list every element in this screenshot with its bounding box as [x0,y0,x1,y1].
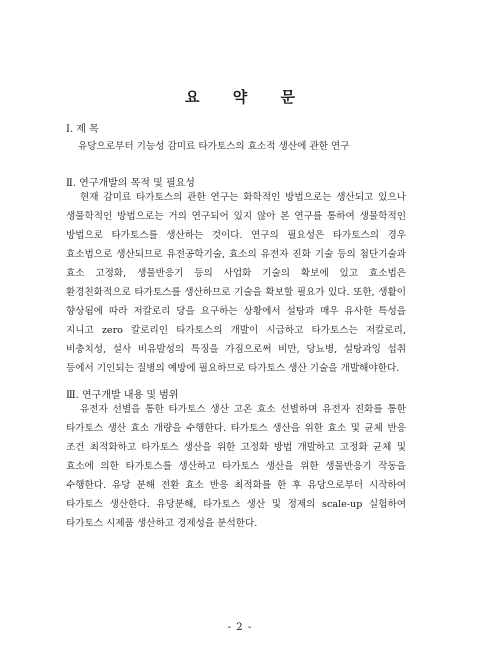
page-title: 요 약 문 [185,88,309,106]
section-2-text: 현재 감미료 타가토스의 관한 연구는 화학적인 방법으로는 생산되고 있으나 생물학적인 방법으로는 거의 연구되어 있지 않아 본 연구를 통하여 생물학적인 방법으로 타가토스를 생산하는 것이다. 연구의 필요성은 타가토스의 경우 효소법으로 생산되므로 유전공학기술, 효소의 유전자 진화 기술 등의 첨단기술과 효소 고정화, 생물반응기 등의 사업화 기술의 확보에 있고 효소법은 환경친화적으로 타가토스를 생산하므로 기술을 확보할 필요가 있다. 또한, 생활이 향상됨에 따라 저칼로리 당을 요구하는 상황에서 설탕과 매우 유사한 특성을 지니고 zero 칼로리인 타가토스의 개발이 시급하고 타가토스는 저칼로리, 비충치성, 설사 비유발성의 특징을 가짐으로써 비만, 당뇨병, 설탕과잉 섭취 등에서 기인되는 질병의 예방에 필요하므로 타가토스 생산 기술을 개발해야한다. [66,192,406,374]
section-1-body: 유당으로부터 기능성 감미료 타가토스의 효소적 생산에 관한 연구 [78,141,350,152]
section-1-heading: Ⅰ. 제 목 [66,124,99,135]
section-2-heading: Ⅱ. 연구개발의 목적 및 필요성 [66,178,195,189]
section-3-body [66,400,406,533]
section-3-heading: Ⅲ. 연구개발 내용 및 범위 [66,390,179,401]
page-number: - 2 - [227,622,253,633]
section-3-text: 유전자 선별을 통한 타가토스 생산 고온 효소 선별하며 유전자 진화를 통한 타가토스 생산 효소 개량을 수행한다. 타가토스 생산을 위한 효소 및 균체 반응 조건 최적화하고 타가토스 생산을 위한 고정화 방법 개발하고 고정화 균체 및 효소에 의한 타가토스를 생산하고 타가토스 생산을 위한 생물반응기 작동을 수행한다. 유당 분해 전환 효소 반응 최적화를 한 후 유당으로부터 시작하여 타가토스 생산한다. 유당분해, 타가토스 생산 및 정제의 scale-up 실험하여 타가토스 시제품 생산하고 경제성을 분석한다. [66,404,406,529]
section-2-body [66,188,406,378]
